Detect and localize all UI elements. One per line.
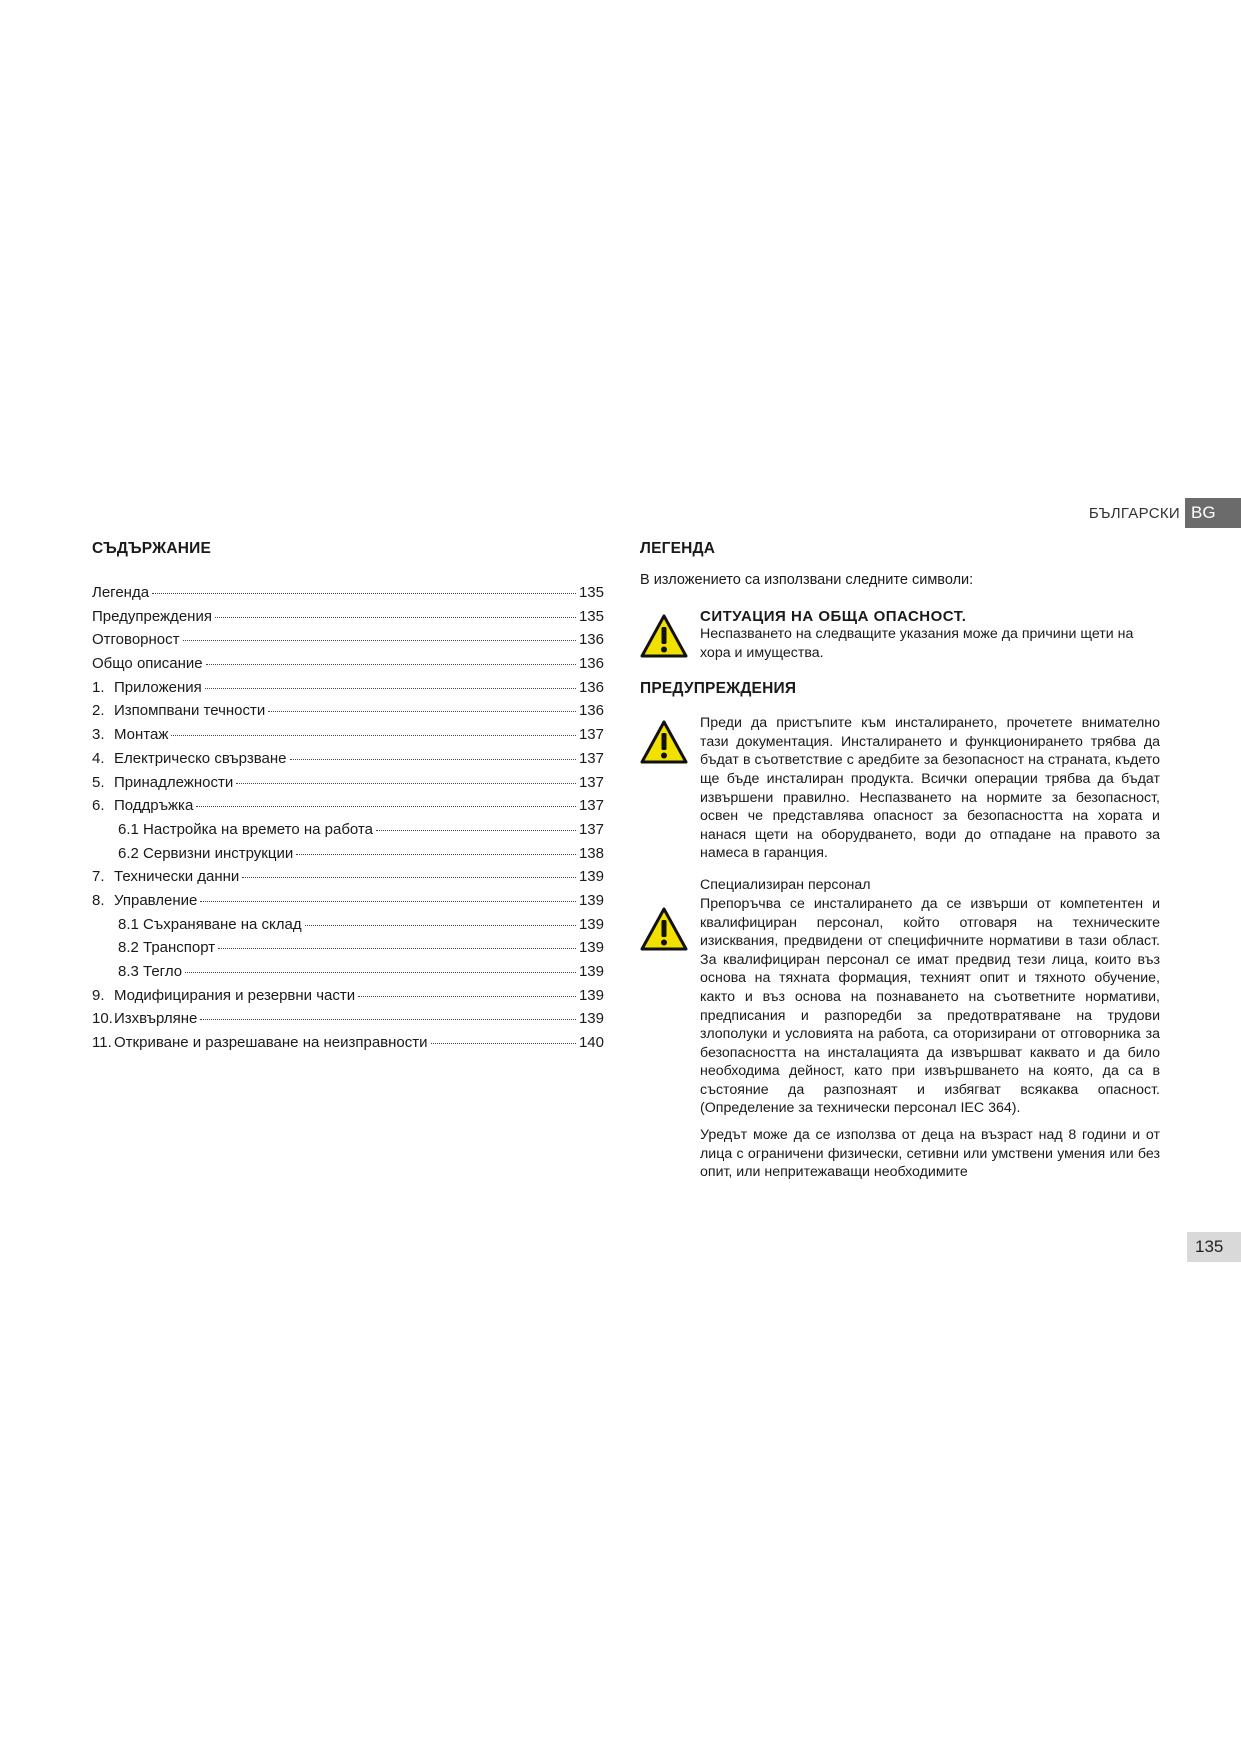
toc-dot-leader — [290, 759, 576, 760]
toc-entry-text: Електрическо свързване — [114, 749, 287, 767]
warning-paragraph-3: Уредът може да се използва от деца на възраст над 8 години и от лица с ограничени физически, сетивни или умствени умения или без опит, или непритежаващи необходимите — [700, 1127, 1160, 1181]
toc-dot-leader — [376, 830, 576, 831]
toc-entry-label — [118, 821, 373, 838]
page-number: 135 — [1187, 1232, 1241, 1262]
toc-entry-text: Приложения — [114, 678, 202, 696]
toc-entry-label — [92, 608, 212, 625]
toc-entry-text: Технически данни — [114, 868, 240, 886]
toc-entry-number: 7. — [92, 868, 105, 886]
toc-entry[interactable] — [92, 655, 604, 679]
toc-dot-leader — [431, 1043, 576, 1044]
toc-entry-label — [92, 655, 203, 672]
toc-entry-page: 136 — [578, 678, 604, 696]
toc-entry-label — [118, 963, 182, 980]
toc-entry-label — [92, 726, 168, 743]
warnings-title: ПРЕДУПРЕЖДЕНИЯ — [640, 680, 797, 698]
toc-entry-label — [118, 845, 293, 862]
toc-dot-leader — [171, 735, 576, 736]
toc-dot-leader — [358, 996, 576, 997]
toc-entry-number: 2. — [92, 702, 105, 720]
toc-entry-label — [92, 631, 180, 648]
toc-entry-page: 139 — [578, 1010, 604, 1028]
toc-entry-page: 135 — [578, 584, 604, 601]
toc-entry[interactable] — [92, 608, 604, 632]
toc-entry[interactable] — [92, 987, 604, 1011]
toc-entry-text: Легенда — [92, 584, 150, 601]
toc-entry-text: Поддръжка — [114, 797, 194, 815]
toc-dot-leader — [185, 972, 576, 973]
toc-entry-text: 6.2 Сервизни инструкции — [118, 844, 294, 862]
toc-entry[interactable] — [92, 750, 604, 774]
warning-triangle-icon — [640, 907, 688, 951]
toc-entry[interactable] — [92, 584, 604, 608]
toc-entry-text: 6.1 Настройка на времето на работа — [118, 820, 373, 838]
toc-entry-page: 139 — [578, 939, 604, 957]
toc-title: СЪДЪРЖАНИЕ — [92, 540, 211, 557]
toc-entry[interactable] — [92, 1034, 604, 1058]
toc-entry-label — [118, 916, 302, 933]
toc-entry-page: 136 — [578, 631, 604, 649]
toc-dot-leader — [305, 925, 576, 926]
toc-entry-page: 139 — [578, 891, 604, 909]
toc-entry-page: 139 — [578, 915, 604, 933]
toc-entry-number: 5. — [92, 773, 105, 791]
legend-and-warnings — [640, 540, 1160, 1182]
toc-dot-leader — [206, 664, 576, 665]
toc-entry[interactable] — [92, 774, 604, 798]
toc-dot-leader — [200, 901, 576, 902]
toc-entry[interactable] — [92, 892, 604, 916]
toc-entry-page: 139 — [578, 868, 604, 886]
toc-entry[interactable] — [92, 726, 604, 750]
toc-entry-number: 6. — [92, 797, 105, 815]
toc-entry-text: Принадлежности — [114, 773, 234, 791]
toc-entry[interactable] — [92, 845, 604, 869]
toc-entry-text: 8.3 Тегло — [118, 963, 183, 980]
toc-entry-label — [92, 1034, 428, 1051]
toc-entry[interactable] — [92, 916, 604, 940]
specialized-personnel-title: Специализиран персонал — [700, 876, 871, 893]
toc-entry-label — [92, 702, 265, 719]
danger-title: СИТУАЦИЯ НА ОБЩА ОПАСНОСТ. — [700, 608, 967, 625]
toc-entry[interactable] — [92, 939, 604, 963]
toc-entry-number: 4. — [92, 749, 105, 767]
toc-entry[interactable] — [92, 797, 604, 821]
toc-entry-text: Изпомпвани течности — [114, 702, 266, 720]
toc-entry-label — [92, 797, 193, 814]
toc-entry-text: 8.1 Съхраняване на склад — [118, 915, 302, 933]
toc-entry-label — [118, 939, 215, 956]
toc-entry-text: Монтаж — [114, 726, 169, 744]
toc-entry-page: 138 — [578, 844, 604, 862]
warning-triangle-icon — [640, 614, 688, 658]
toc-dot-leader — [296, 854, 576, 855]
toc-entry-page: 137 — [578, 820, 604, 838]
toc-dot-leader — [196, 806, 576, 807]
toc-entry-label — [92, 868, 239, 885]
toc-entry-number: 9. — [92, 986, 105, 1004]
toc-dot-leader — [236, 783, 576, 784]
legend-title: ЛЕГЕНДА — [640, 540, 716, 557]
danger-symbol-block — [640, 608, 1160, 662]
toc-dot-leader — [218, 948, 576, 949]
toc-dot-leader — [268, 711, 576, 712]
toc-entry-page: 137 — [578, 797, 604, 815]
toc-entry-text: Общо описание — [92, 655, 203, 673]
table-of-contents — [92, 540, 604, 1058]
toc-dot-leader — [200, 1019, 576, 1020]
toc-dot-leader — [152, 593, 576, 594]
toc-entry-text: Отговорност — [92, 631, 180, 649]
toc-entry-page: 137 — [578, 773, 604, 791]
toc-entry-page: 140 — [578, 1034, 604, 1052]
toc-entry[interactable] — [92, 963, 604, 987]
toc-entry[interactable] — [92, 631, 604, 655]
toc-entry[interactable] — [92, 821, 604, 845]
toc-entry-page: 137 — [578, 749, 604, 767]
toc-dot-leader — [215, 617, 576, 618]
toc-entry-label — [92, 774, 233, 791]
toc-entry-label — [92, 584, 149, 601]
legend-intro: В изложението са използвани следните символи: — [640, 572, 974, 588]
toc-entry-text: Предупреждения — [92, 607, 212, 625]
toc-entry-text: 8.2 Транспорт — [118, 939, 216, 957]
toc-entry-number: 11. — [92, 1034, 112, 1052]
toc-entry-page: 136 — [578, 702, 604, 720]
language-name: БЪЛГАРСКИ — [1088, 504, 1180, 522]
language-tab — [1089, 498, 1241, 528]
language-code: BG — [1185, 498, 1241, 528]
toc-entry-page: 136 — [578, 655, 604, 673]
toc-list — [92, 584, 604, 1058]
toc-dot-leader — [242, 877, 576, 878]
warning-paragraph-2: Препоръчва се инсталирането да се извърши от компетентен и квалифициран персонал, който отговаря на техническите изисквания, предвидени от специфичните нормативи в тази област. За квалифициран персонал се имат предвид тези лица, които въз основа на тяхната формация, техният опит и тяхното обучение, както и въз основа на познаването на съответните нормативи, предписания и разпоредби за предотвратяване на трудови злополуки и условията на работа, са оторизирани от отговорника за безопасността на инсталацията да извършват каквато и да било необходима дейност, като при извършването на която, да са в състояние да разпознаят и избягват всякаква опасност. (Определение за технически персонал IEC 364). — [700, 895, 1160, 1117]
toc-dot-leader — [205, 688, 576, 689]
toc-entry-page: 139 — [578, 963, 604, 980]
toc-entry-text: Модифицирания и резервни части — [114, 986, 356, 1004]
toc-entry-page: 139 — [578, 986, 604, 1004]
warning-block-2 — [640, 895, 1160, 1118]
toc-dot-leader — [183, 640, 576, 641]
toc-entry-label — [92, 892, 197, 909]
toc-entry-number: 1. — [92, 678, 105, 696]
toc-entry[interactable] — [92, 868, 604, 892]
toc-entry[interactable] — [92, 679, 604, 703]
toc-entry-number: 3. — [92, 726, 105, 744]
toc-entry-label — [92, 750, 287, 767]
toc-entry-number: 8. — [92, 891, 105, 909]
toc-entry[interactable] — [92, 1010, 604, 1034]
warning-block-1 — [640, 714, 1160, 863]
toc-entry-text: Изхвърляне — [114, 1010, 198, 1028]
toc-entry-label — [92, 987, 355, 1004]
toc-entry-page: 135 — [578, 607, 604, 625]
toc-entry-number: 10. — [92, 1010, 113, 1028]
danger-text: Неспазването на следващите указания може да причини щети на хора и имущества. — [700, 626, 1134, 661]
toc-entry-text: Откриване и разрешаване на неизправности — [114, 1034, 428, 1052]
toc-entry-label — [92, 679, 202, 696]
toc-entry-page: 137 — [578, 726, 604, 744]
toc-entry-label — [92, 1010, 197, 1027]
toc-entry[interactable] — [92, 702, 604, 726]
toc-entry-text: Управление — [114, 891, 198, 909]
warning-triangle-icon — [640, 720, 688, 764]
warning-paragraph-1: Преди да пристъпите към инсталирането, прочетете внимателно тази документация. Инсталирането и функционирането трябва да бъдат в съответствие с аредбите за безопасност на страната, където ще бъде инсталиран продукта. Всички операции трябва да бъдат извършени правилно. Неспазването на нормите за безопасност, освен че представлява опасност за безопасността на хората и нанася щети на оборудването, води до отпадане на правото за намеса в гаранция. — [700, 715, 1160, 862]
